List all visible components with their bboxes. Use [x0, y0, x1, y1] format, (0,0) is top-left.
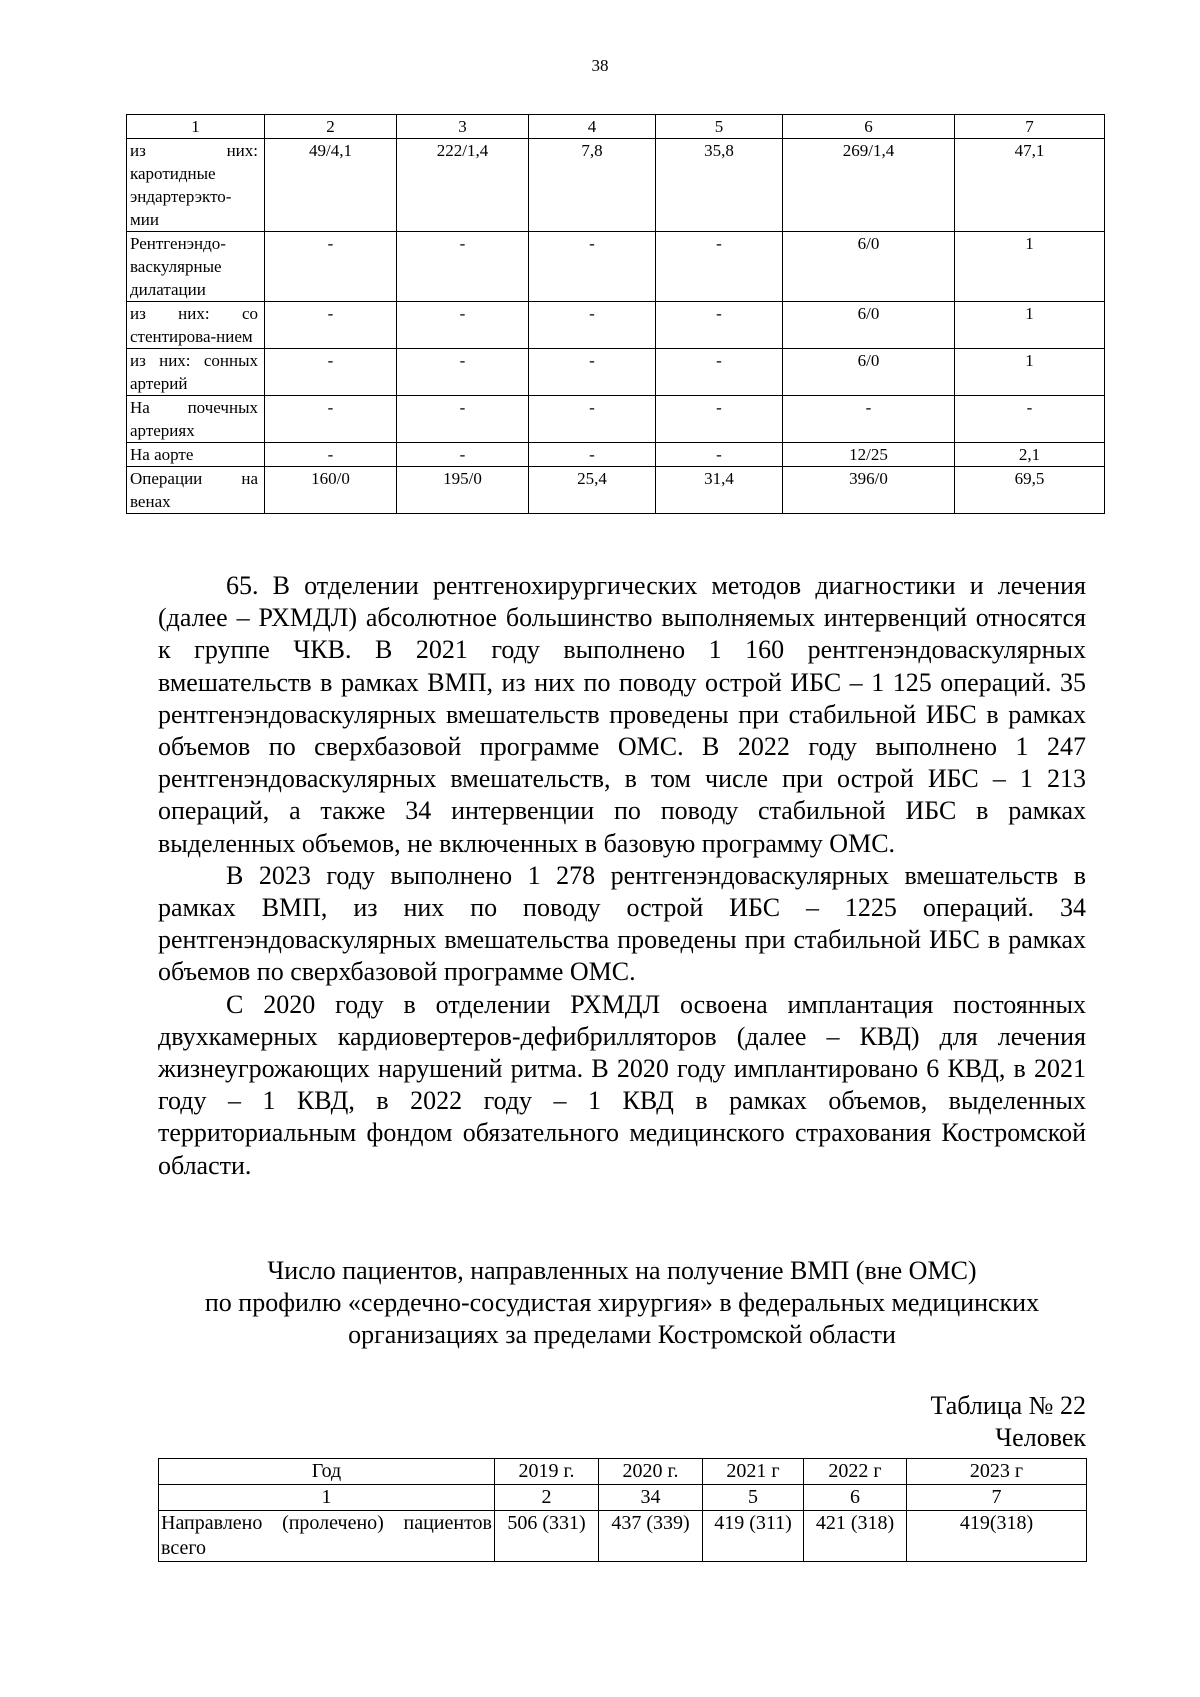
table-header-cell: 6	[783, 115, 955, 139]
table-cell: -	[265, 232, 397, 302]
table-header-cell: 2019 г.	[495, 1459, 599, 1485]
table-cell: 396/0	[783, 467, 955, 514]
table-row	[127, 467, 1105, 514]
row-label: На аорте	[127, 443, 265, 467]
table-unit: Человек	[995, 1423, 1086, 1452]
table-row	[127, 349, 1105, 396]
table-cell: -	[656, 232, 783, 302]
table-header-cell: 2020 г.	[599, 1459, 703, 1485]
table-header-cell: 3	[397, 115, 529, 139]
table-cell: 69,5	[955, 467, 1105, 514]
table-cell: 12/25	[783, 443, 955, 467]
table-cell: 160/0	[265, 467, 397, 514]
paragraph: 65. В отделении рентгенохирургических методов диагностики и лечения (далее – РХМДЛ) абсолютное большинство выполняемых интервенций относятся к группе ЧКВ. В 2021 году выполнено 1 160 рентгенэндоваскулярных вмешательств в рамках ВМП, из них по поводу острой ИБС – 1 125 операций. 35 рентгенэндоваскулярных вмешательств проведены при стабильной ИБС в рамках объемов по сверхбазовой программе ОМС. В 2022 году выполнено 1 247 рентгенэндоваскулярных вмешательств, в том числе при острой ИБС – 1 213 операций, а также 34 интервенции по поводу стабильной ИБС в рамках выделенных объемов, не включенных в базовую программу ОМС.	[158, 571, 1086, 858]
body-text	[158, 570, 1086, 1182]
table-cell: -	[265, 396, 397, 443]
table-cell: -	[265, 349, 397, 396]
table-cell: 6	[804, 1485, 907, 1511]
table-cell: 1	[955, 232, 1105, 302]
table-cell: -	[397, 443, 529, 467]
caption-line: организациях за пределами Костромской области	[348, 1320, 896, 1349]
table-row	[159, 1511, 1087, 1562]
table-cell: -	[955, 396, 1105, 443]
table-header-cell: 7	[955, 115, 1105, 139]
table-cell: 1	[159, 1485, 495, 1511]
table-cell: -	[265, 302, 397, 349]
table-cell: 419 (311)	[703, 1511, 804, 1562]
table-number: Таблица № 22	[930, 1391, 1086, 1420]
table-cell: 31,4	[656, 467, 783, 514]
caption-line: Число пациентов, направленных на получение ВМП (вне ОМС)	[267, 1256, 977, 1285]
table-header-row	[159, 1459, 1087, 1485]
row-label: из них: сонных артерий	[127, 349, 265, 396]
table-cell: -	[656, 396, 783, 443]
table-cell: 34	[599, 1485, 703, 1511]
table-row	[127, 232, 1105, 302]
table-cell: 6/0	[783, 349, 955, 396]
table-cell: 1	[955, 349, 1105, 396]
table-cell: -	[529, 443, 656, 467]
patients-table	[158, 1458, 1087, 1562]
table-cell: -	[529, 302, 656, 349]
row-label: из них: со стентирова-нием	[127, 302, 265, 349]
surgery-table	[126, 114, 1105, 514]
table-cell: 222/1,4	[397, 139, 529, 232]
row-label: Операции на венах	[127, 467, 265, 514]
table-cell: -	[656, 302, 783, 349]
table-header-cell: 1	[127, 115, 265, 139]
table-cell: 1	[955, 302, 1105, 349]
table-header-cell: 2022 г	[804, 1459, 907, 1485]
table-cell: -	[529, 232, 656, 302]
table-cell: -	[397, 349, 529, 396]
paragraph: В 2023 году выполнено 1 278 рентгенэндоваскулярных вмешательств в рамках ВМП, из них по поводу острой ИБС – 1225 операций. 34 рентгенэндоваскулярных вмешательства проведены при стабильной ИБС в рамках объемов по сверхбазовой программе ОМС.	[158, 860, 1086, 987]
table-header-cell: 2023 г	[907, 1459, 1087, 1485]
table-cell: 419(318)	[907, 1511, 1087, 1562]
table-header-cell: 2021 г	[703, 1459, 804, 1485]
table-row	[127, 396, 1105, 443]
table-row	[127, 139, 1105, 232]
table-cell: -	[397, 396, 529, 443]
table-cell: 421 (318)	[804, 1511, 907, 1562]
table-cell: -	[529, 396, 656, 443]
table-cell: 2,1	[955, 443, 1105, 467]
table-cell: 269/1,4	[783, 139, 955, 232]
table-cell: 47,1	[955, 139, 1105, 232]
table-header-cell: Год	[159, 1459, 495, 1485]
row-label: Рентгенэндо-васкулярные дилатации	[127, 232, 265, 302]
table-cell: 49/4,1	[265, 139, 397, 232]
table-header-row	[127, 115, 1105, 139]
page-number: 38	[591, 56, 609, 75]
table-header-cell: 5	[656, 115, 783, 139]
table-cell: 7,8	[529, 139, 656, 232]
table-row	[127, 302, 1105, 349]
table-cell: -	[265, 443, 397, 467]
table-cell: -	[529, 349, 656, 396]
table-cell: 35,8	[656, 139, 783, 232]
row-label: Направлено (пролечено) пациентов всего	[159, 1511, 495, 1562]
table-row	[127, 443, 1105, 467]
caption-line: по профилю «сердечно-сосудистая хирургия» в федеральных медицинских	[204, 1288, 1040, 1317]
table-number-row	[159, 1485, 1087, 1511]
table-header-cell: 2	[265, 115, 397, 139]
row-label: из них: каротидные эндартерэкто-мии	[127, 139, 265, 232]
table-cell: 25,4	[529, 467, 656, 514]
table-cell: 5	[703, 1485, 804, 1511]
table-cell: 7	[907, 1485, 1087, 1511]
table-caption	[150, 1255, 1094, 1351]
table-cell: 195/0	[397, 467, 529, 514]
table-cell: 2	[495, 1485, 599, 1511]
table-cell: 6/0	[783, 302, 955, 349]
table-header-cell: 4	[529, 115, 656, 139]
table-cell: -	[656, 349, 783, 396]
table-cell: 506 (331)	[495, 1511, 599, 1562]
table-cell: -	[783, 396, 955, 443]
row-label: На почечных артериях	[127, 396, 265, 443]
table-cell: -	[656, 443, 783, 467]
table-cell: 6/0	[783, 232, 955, 302]
table-cell: -	[397, 302, 529, 349]
table-cell: 437 (339)	[599, 1511, 703, 1562]
table-cell: -	[397, 232, 529, 302]
paragraph: С 2020 году в отделении РХМДЛ освоена имплантация постоянных двухкамерных кардиовертеров-дефибрилляторов (далее – КВД) для лечения жизнеугрожающих нарушений ритма. В 2020 году имплантировано 6 КВД, в 2021 году – 1 КВД, в 2022 году – 1 КВД в рамках объемов, выделенных территориальным фондом обязательного медицинского страхования Костромской области.	[158, 989, 1086, 1180]
